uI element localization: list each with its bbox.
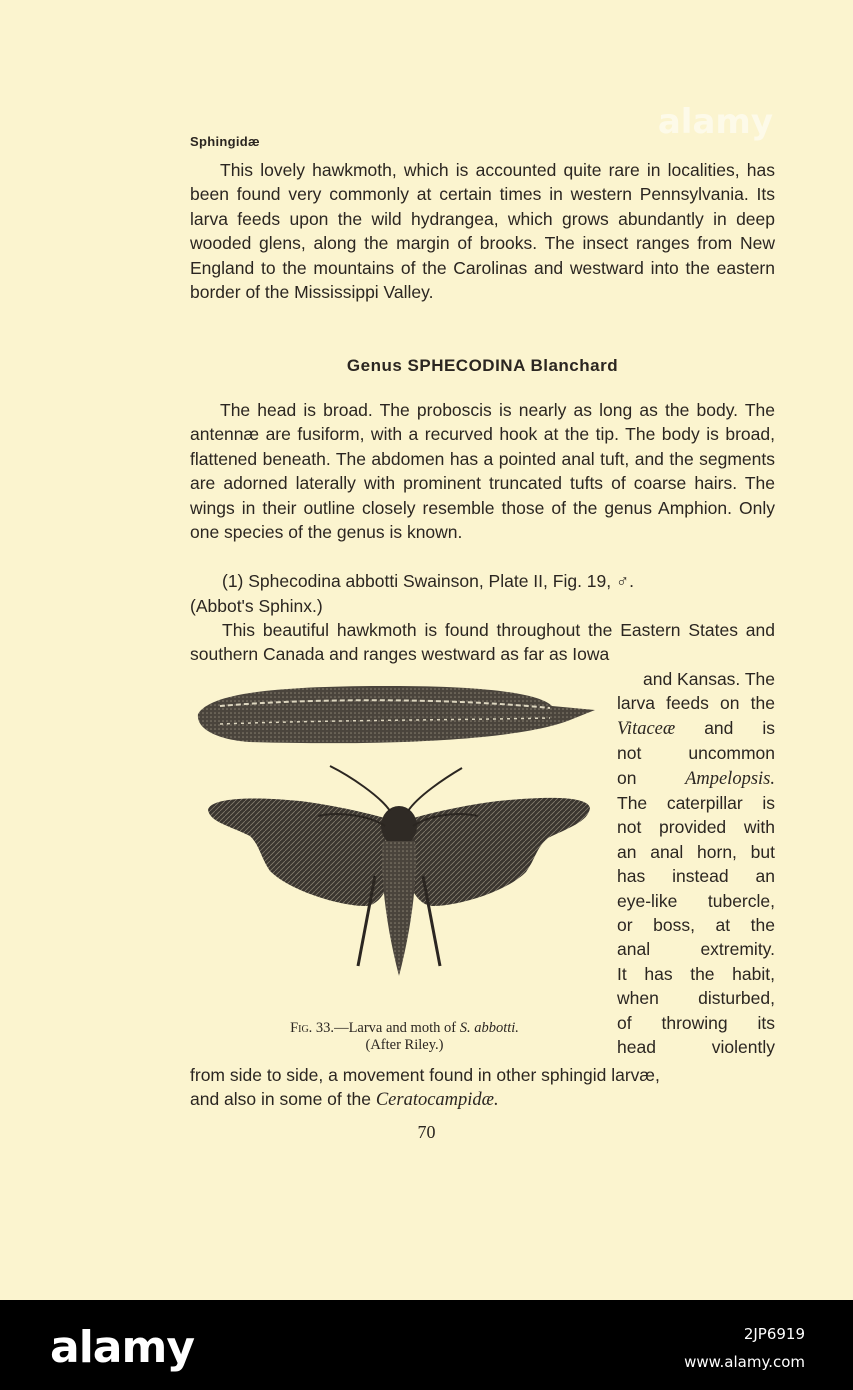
wrapped-text-column [617,667,775,1060]
species-line: (1) Sphecodina abbotti Swainson, Plate II, Fig. 19, ♂. [222,571,634,591]
column-line: head violently [617,1037,775,1058]
column-line: Vitaceæ and is [617,717,775,739]
larva-moth-illustration [190,676,610,1006]
caption-credit: (After Riley.) [365,1037,444,1053]
column-line: has instead an [617,866,775,887]
intro-paragraph: This lovely hawkmoth, which is accounted quite rare in localities, has been found very commonly at certain times in western Pennsylvania. Its larva feeds upon the wild hydrangea, which grows abundantly in deep wooded glens, along the margin of brooks. The insect ranges from New England to the mountains of the Carolinas and westward into the eastern border of the Mississippi Valley. [190,160,775,303]
caption-species: S. abbotti. [459,1020,519,1036]
larva-drawing [198,686,595,743]
column-line: on Ampelopsis. [617,767,775,789]
common-name: (Abbot's Sphinx.) [190,596,323,616]
column-line: larva feeds on the [617,693,775,714]
image-id: 2JP6919 [743,1325,805,1343]
column-line: The caterpillar is [617,793,775,814]
genus-description-paragraph: The head is broad. The proboscis is nearly as long as the body. The antennæ are fusiform, with a recurved hook at the tip. The body is broad, flattened beneath. The abdomen has a pointed anal tuft, and the segments are adorned laterally with prominent truncated tufts of coarse hairs. The wings in their outline closely resemble those of the genus Amphion. Only one species of the genus is known. [190,400,775,543]
column-line: eye-like tubercle, [617,890,775,911]
caption-figure-number: Fig. 33. [290,1020,335,1036]
column-line: of throwing its [617,1012,775,1033]
page-number: 70 [417,1122,436,1142]
column-line: not uncommon [617,743,775,764]
column-line: anal extremity. [617,939,775,960]
stock-footer-bar [0,1300,853,1390]
column-line: and Kansas. The [643,669,775,689]
larva-moth-figure [190,676,610,1006]
closing-line-2-text: and also in some of the [190,1089,376,1109]
column-line: It has the habit, [617,963,775,984]
moth-drawing [208,766,590,976]
closing-line-1: from side to side, a movement found in other sphingid larvæ, [190,1065,660,1085]
caption-text: —Larva and moth of [334,1020,460,1036]
column-line: not provided with [617,817,775,838]
column-line: when disturbed, [617,988,775,1009]
alamy-logo[interactable]: alamy [50,1322,194,1373]
watermark: alamy [657,102,773,142]
figure-caption [222,1020,587,1054]
site-url[interactable]: www.alamy.com [684,1353,805,1371]
range-paragraph: This beautiful hawkmoth is found throughout the Eastern States and southern Canada and ranges westward as far as Iowa [190,620,775,665]
closing-line-2 [190,1087,775,1112]
image-meta [684,1320,805,1376]
column-line: or boss, at the [617,915,775,936]
closing-line-2-italic: Ceratocampidæ. [375,1090,499,1110]
genus-heading: Genus SPHECODINA Blanchard [346,356,619,375]
running-head: Sphingidæ [190,134,260,149]
column-line: an anal horn, but [617,841,775,862]
